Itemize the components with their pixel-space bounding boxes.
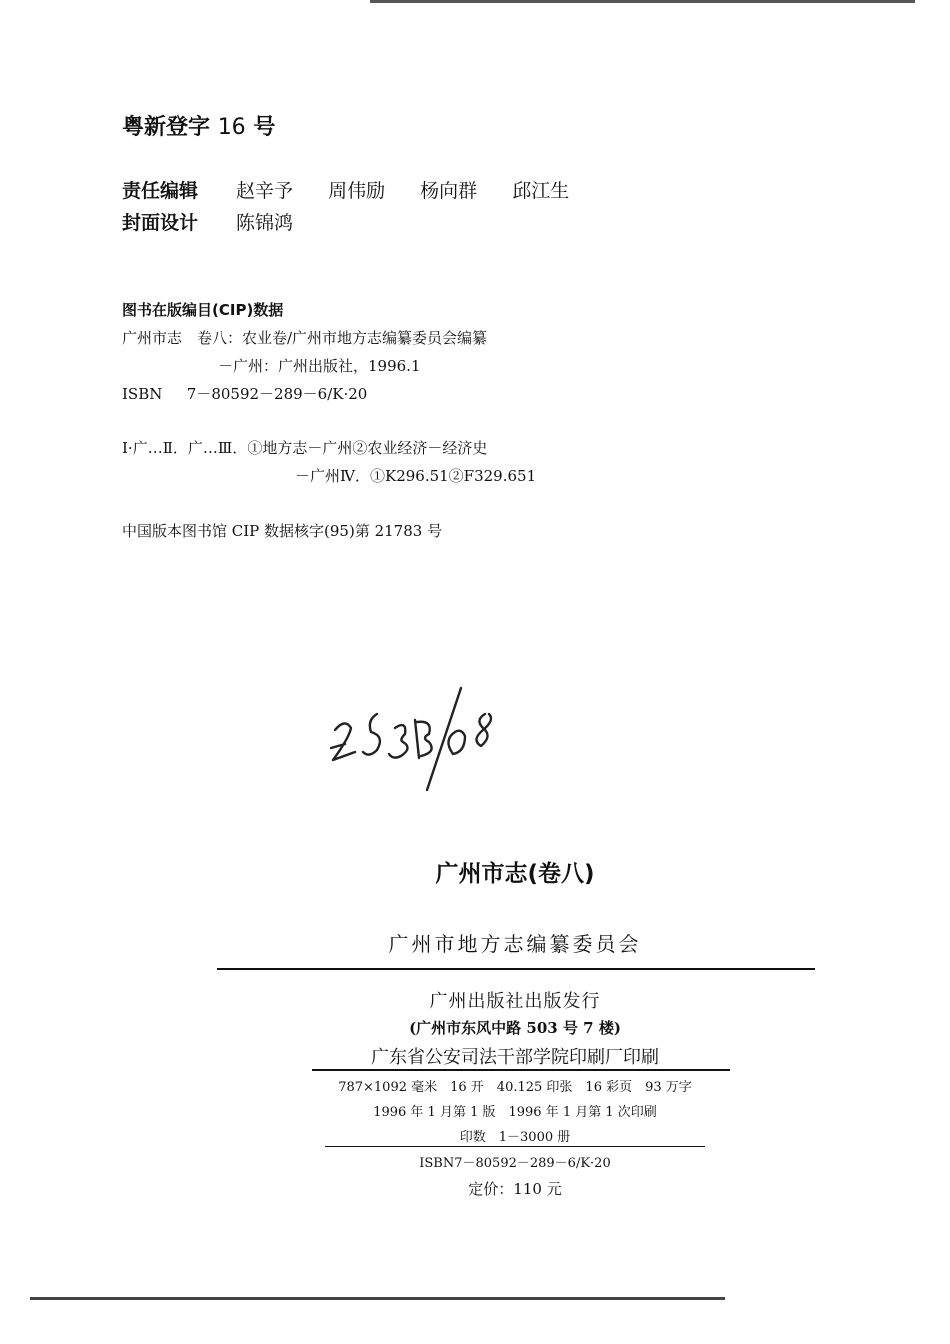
cip-isbn-value: 7－80592－289－6/K·20	[186, 385, 368, 403]
cover-design-row	[122, 208, 293, 235]
compiler: 广州市地方志编纂委员会	[388, 932, 642, 956]
handwritten-note	[325, 680, 515, 795]
editor-name: 周伟励	[328, 180, 386, 202]
print-specs: 787×1092 毫米 16 开 40.125 印张 16 彩页 93 万字	[338, 1080, 692, 1095]
divider-middle	[312, 1069, 730, 1071]
edition-info: 1996 年 1 月第 1 版 1996 年 1 月第 1 次印刷	[373, 1105, 657, 1120]
divider-bottom	[325, 1146, 705, 1147]
cip-approval: 中国版本图书馆 CIP 数据核字(95)第 21783 号	[122, 522, 443, 540]
handwritten-note-text: 2-5338/08	[325, 680, 331, 681]
editors-row	[122, 176, 569, 203]
cip-line-2: －广州：广州出版社，1996.1	[218, 357, 421, 375]
print-run: 印数 1－3000 册	[459, 1130, 571, 1145]
scan-edge-top	[370, 0, 915, 3]
cip-heading: 图书在版编目(CIP)数据	[122, 301, 284, 319]
editor-name: 邱江生	[512, 180, 570, 202]
price: 定价：110 元	[468, 1180, 562, 1198]
registration-number-value: 16	[217, 115, 246, 140]
cover-design-label: 封面设计	[122, 212, 199, 234]
cip-line-1: 广州市志 卷八：农业卷/广州市地方志编纂委员会编纂	[122, 329, 488, 347]
editor-name: 赵辛予	[236, 180, 294, 202]
divider-top	[217, 968, 815, 970]
cover-designer-name: 陈锦鸿	[236, 212, 294, 234]
cip-isbn-label: ISBN	[122, 385, 163, 403]
book-title: 广州市志(卷八)	[435, 861, 595, 887]
printer: 广东省公安司法干部学院印刷厂印刷	[371, 1047, 659, 1068]
cip-isbn	[122, 383, 367, 404]
cip-subject-2: －广州Ⅳ．①K296.51②F329.651	[295, 467, 537, 485]
publisher-address: (广州市东风中路 503 号 7 楼)	[409, 1019, 621, 1037]
registration-prefix: 粤新登字	[122, 115, 211, 140]
registration-number	[122, 110, 275, 141]
cip-subject-1: Ⅰ·广…Ⅱ．广…Ⅲ．①地方志－广州②农业经济－经济史	[122, 439, 488, 457]
publisher: 广州出版社出版发行	[429, 991, 601, 1012]
editor-name: 杨向群	[420, 180, 478, 202]
scan-edge-bottom	[30, 1297, 725, 1300]
registration-suffix: 号	[253, 115, 276, 140]
colophon-isbn: ISBN7－80592－289－6/K·20	[419, 1156, 611, 1171]
editors-label: 责任编辑	[122, 180, 199, 202]
